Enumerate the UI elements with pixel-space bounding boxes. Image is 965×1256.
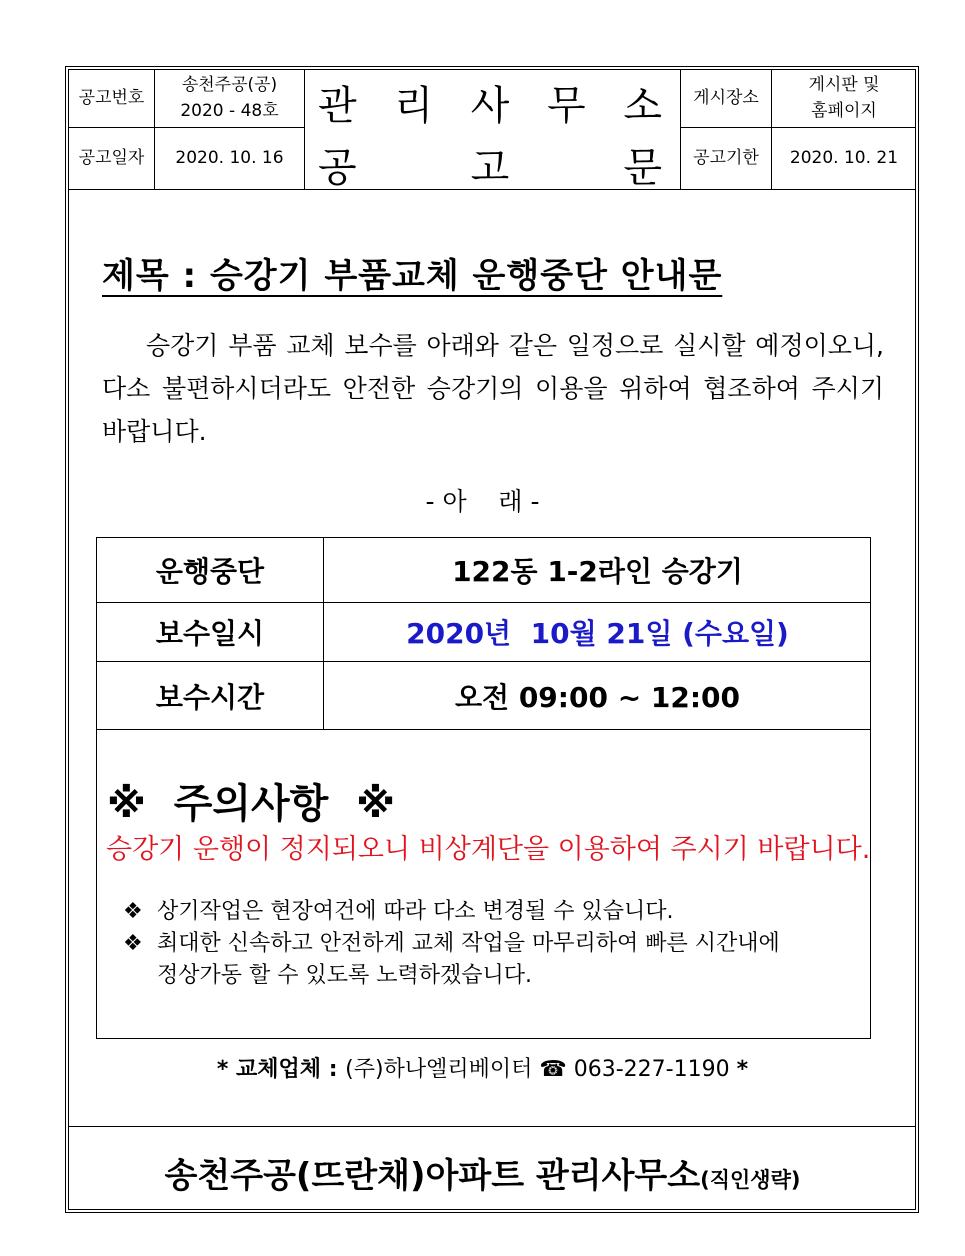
caution-notes [123,896,780,992]
notice-number-line1: 송천주공(공) [181,75,278,95]
post-deadline-label: 공고기한 [693,147,759,168]
notice-date: 2020. 10. 16 [175,147,284,168]
post-place-line1: 게시판 및 [808,75,880,95]
footer-signature [0,1148,965,1197]
post-place-label: 게시장소 [693,87,759,108]
table-value-stop: 122동 1-2라인 승강기 [452,555,743,588]
post-place-line2: 홈페이지 [811,100,877,121]
caution-title: ※ 주의사항 ※ [107,781,396,827]
note-text: 최대한 신속하고 안전하게 교체 작업을 마무리하여 빠른 시간내에 정상가동 할 수 있도록 노력하겠습니다. [157,931,780,988]
body-text: 승강기 부품 교체 보수를 아래와 같은 일정으로 실시할 예정이오니, 다소 불편하시더라도 안전한 승강기의 이용을 위하여 협조하여 주시기 바랍니다. [102,331,884,446]
vendor-phone: 063-227-1190 [573,1057,730,1082]
diamond-bullet-icon: ❖ [123,931,143,956]
vendor-prefix: * 교체업체 : [216,1057,346,1082]
post-place [772,70,916,127]
subject-title: 제목 : 승강기 부품교체 운행중단 안내문 [102,256,723,296]
caution-warning: 승강기 운행이 정지되오니 비상계단을 이용하여 주시기 바랍니다. [106,834,871,865]
note-text: 상기작업은 현장여건에 따라 다소 변경될 수 있습니다. [157,899,674,924]
table-row-divider [97,729,870,730]
table-label-time: 보수시간 [155,680,265,714]
body-paragraph [102,324,884,453]
section-marker: - 아 래 - [425,487,540,516]
vendor-name: (주)하나엘리베이터 [345,1057,533,1082]
list-item [123,928,780,992]
vendor-info [0,1052,965,1083]
diamond-bullet-icon: ❖ [123,899,143,924]
table-value-date: 2020년 10월 21일 (수요일) [406,617,789,650]
footer-office-name: 송천주공(뜨란채)아파트 관리사무소 [164,1156,701,1196]
list-item [123,896,780,928]
notice-number [155,70,304,127]
phone-icon: ☎ [539,1057,567,1082]
header-divider [304,69,305,189]
footer-seal-note: (직인생략) [700,1168,801,1192]
title-line-2: 공 고 문 [318,145,662,191]
vendor-suffix: * [736,1057,749,1082]
post-deadline: 2020. 10. 21 [789,147,899,168]
table-label-stop: 운행중단 [155,555,265,588]
info-table [96,537,871,1039]
notice-date-label: 공고일자 [78,147,145,168]
table-label-date: 보수일시 [155,617,265,650]
table-value-time: 오전 09:00 ~ 12:00 [454,680,741,714]
footer-divider [68,1126,916,1127]
notice-number-label: 공고번호 [78,87,145,108]
title-line-1: 관 리 사 무 소 [318,83,662,129]
notice-number-line2: 2020 - 48호 [180,100,279,121]
